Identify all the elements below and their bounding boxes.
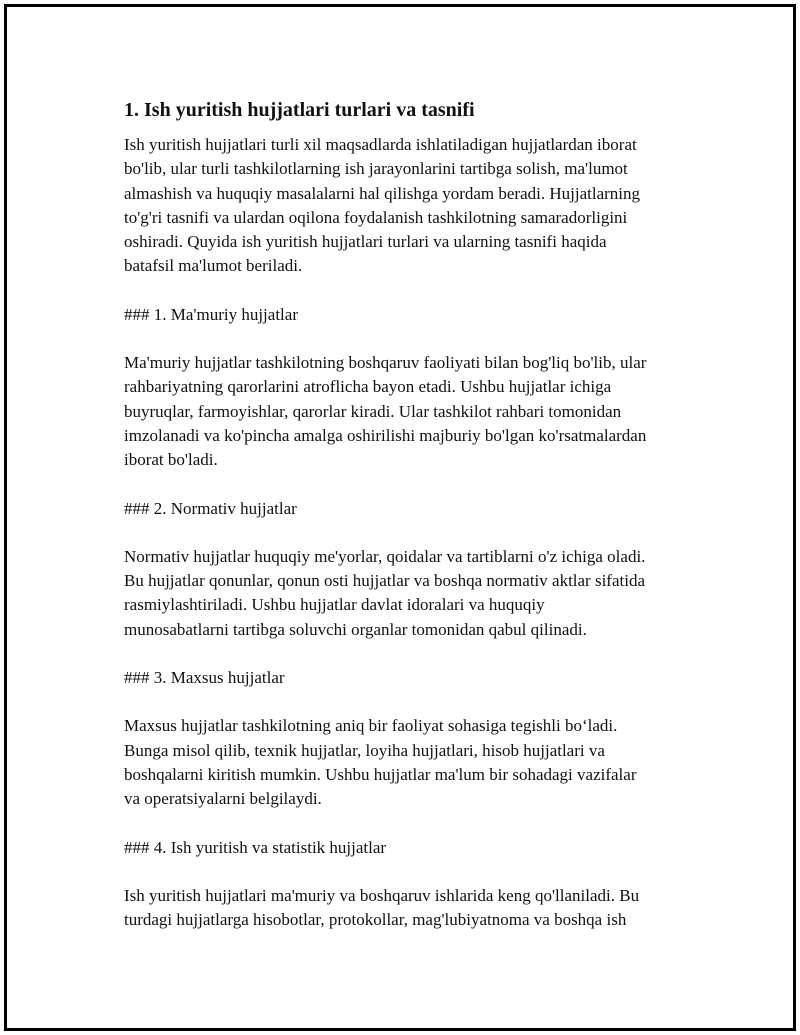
section-heading: ### 1. Ma'muriy hujjatlar	[124, 304, 298, 324]
section-paragraph	[124, 545, 694, 642]
text-line: rahbariyatning qarorlarini atroflicha bayon etadi. Ushbu hujjatlar ichiga	[124, 377, 612, 397]
text-line: oshiradi. Quyida ish yuritish hujjatlari turlari va ularning tasnifi haqida	[124, 232, 607, 252]
text-line: to'g'ri tasnifi va ulardan oqilona foydalanish tashkilotning samaradorligini	[124, 207, 628, 227]
section-heading: ### 4. Ish yuritish va statistik hujjatlar	[124, 837, 387, 857]
section-heading: ### 2. Normativ hujjatlar	[124, 498, 297, 518]
text-line: batafsil ma'lumot beriladi.	[124, 256, 303, 276]
section-paragraph	[124, 714, 694, 811]
text-line: bo'lib, ular turli tashkilotlarning ish jarayonlarini tartibga solish, ma'lumot	[124, 159, 628, 179]
text-line: imzolanadi va ko'pincha amalga oshirilishi majburiy bo'lgan ko'rsatmalardan	[124, 425, 647, 445]
text-line: Ish yuritish hujjatlari ma'muriy va boshqaruv ishlarida keng qo'llaniladi. Bu	[124, 885, 640, 905]
section-heading: ### 3. Maxsus hujjatlar	[124, 668, 285, 688]
page-frame	[4, 4, 796, 1031]
section-paragraph	[124, 351, 694, 472]
text-line: rasmiylashtiriladi. Ushbu hujjatlar davlat idoralari va huquqiy	[124, 595, 545, 615]
text-line: almashish va huquqiy masalalarni hal qilishga yordam beradi. Hujjatlarning	[124, 183, 641, 203]
document-title: 1. Ish yuritish hujjatlari turlari va tasnifi	[124, 99, 475, 121]
text-line: va operatsiyalarni belgilaydi.	[124, 789, 322, 809]
text-line: Normativ hujjatlar huquqiy me'yorlar, qoidalar va tartiblarni o'z ichiga oladi.	[124, 546, 646, 566]
text-line: Ma'muriy hujjatlar tashkilotning boshqaruv faoliyati bilan bog'liq bo'lib, ular	[124, 353, 647, 373]
text-line: Ish yuritish hujjatlari turli xil maqsadlarda ishlatiladigan hujjatlardan iborat	[124, 135, 637, 154]
text-line: Bunga misol qilib, texnik hujjatlar, loyiha hujjatlari, hisob hujjatlari va	[124, 740, 605, 760]
text-line: boshqalarni kiritish mumkin. Ushbu hujjatlar ma'lum bir sohadagi vazifalar	[124, 764, 637, 784]
text-line: Bu hujjatlar qonunlar, qonun osti hujjatlar va boshqa normativ aktlar sifatida	[124, 571, 646, 591]
section-paragraph	[124, 884, 694, 933]
document-body	[124, 97, 694, 956]
text-line: Maxsus hujjatlar tashkilotning aniq bir faoliyat sohasiga tegishli bo‘ladi.	[124, 716, 618, 736]
text-line: turdagi hujjatlarga hisobotlar, protokollar, mag'lubiyatnoma va boshqa ish	[124, 910, 627, 930]
text-line: munosabatlarni tartibga soluvchi organlar tomonidan qabul qilinadi.	[124, 619, 587, 639]
text-line: buyruqlar, farmoyishlar, qarorlar kiradi. Ular tashkilot rahbari tomonidan	[124, 401, 622, 421]
text-line: iborat bo'ladi.	[124, 450, 218, 470]
intro-paragraph	[124, 133, 694, 279]
